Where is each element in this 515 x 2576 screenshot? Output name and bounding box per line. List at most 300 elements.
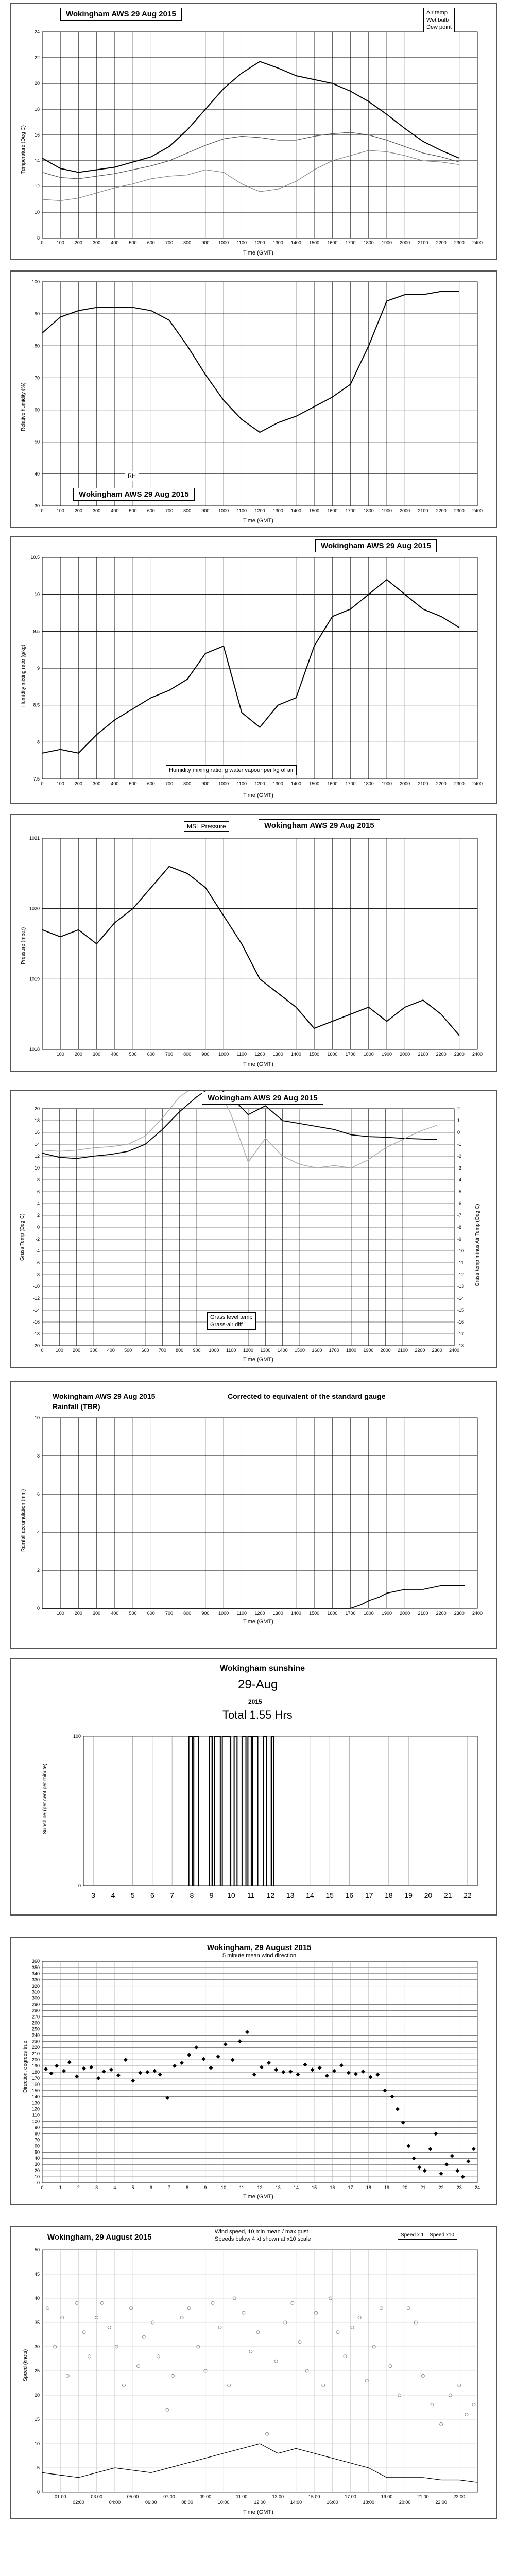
series-wet-bulb-line <box>42 132 459 179</box>
wind-direction-point <box>347 2071 351 2075</box>
wind-direction-point <box>158 2073 162 2077</box>
x-tick-label: 400 <box>111 1611 119 1616</box>
y-tick-label: 160 <box>31 2081 40 2087</box>
y-tick-label: 12 <box>34 184 40 189</box>
wind-direction-point <box>354 2072 358 2076</box>
legend-grass-air-diff: Grass-air diff <box>210 1321 243 1328</box>
y-tick-label: 10 <box>34 1165 40 1171</box>
wind-direction-point <box>332 2069 336 2073</box>
x-tick-label: 2300 <box>454 508 465 513</box>
x-tick-label: 08:00 <box>181 2500 193 2505</box>
x-tick-label: 1900 <box>381 240 392 245</box>
x-tick-label: 17 <box>348 2185 353 2190</box>
x-tick-label: 24 <box>474 2185 480 2190</box>
x-tick-label: 800 <box>183 1052 192 1057</box>
wind-direction-point <box>44 2067 48 2071</box>
x-tick-label: 400 <box>111 508 119 513</box>
x-tick-label: 400 <box>111 781 119 786</box>
speed-x10-point <box>180 2316 183 2319</box>
x-tick-label: 1300 <box>272 1611 283 1616</box>
rainfall-chart-title: Wokingham AWS 29 Aug 2015 <box>53 1392 156 1400</box>
y-tick-label: 0 <box>37 2489 40 2495</box>
x-tick-label: 05:00 <box>127 2494 139 2499</box>
x-tick-label: 300 <box>93 508 101 513</box>
x-tick-label: 200 <box>73 1348 81 1353</box>
y-tick-label: 50 <box>34 2149 40 2155</box>
x-tick-label: 1600 <box>312 1348 322 1353</box>
wind-direction-point <box>180 2061 184 2065</box>
x-tick-label: 1700 <box>345 1052 356 1057</box>
y-tick-label: 120 <box>31 2106 40 2112</box>
x-tick-label: 13:00 <box>272 2494 284 2499</box>
rainfall-subtitle: Rainfall (TBR) <box>53 1402 100 1411</box>
x-tick-label: 18:00 <box>363 2500 375 2505</box>
sunshine-y-label: Sunshine (per cent per minute) <box>42 1763 48 1834</box>
series-mixing-ratio-line <box>42 580 459 753</box>
legend-speed-x1: Speed x 1 <box>401 2232 424 2238</box>
x-tick-label: 1800 <box>363 508 374 513</box>
rh-y-label: Relative humidity (%) <box>21 382 26 431</box>
x-tick-label: 7 <box>170 1891 175 1900</box>
wind-direction-point <box>311 2067 315 2072</box>
series-dew-point-line <box>42 150 459 201</box>
y-tick-label: 140 <box>31 2094 40 2099</box>
x-tick-label: 0 <box>41 508 44 513</box>
x-tick-label: 2000 <box>400 1052 410 1057</box>
plot-area <box>83 1736 477 1886</box>
speed-x10-point <box>122 2384 125 2387</box>
wind-direction-point <box>55 2064 59 2068</box>
speed-x10-point <box>365 2379 368 2382</box>
x-tick-label: 23 <box>456 2185 462 2190</box>
y-tick-label: 0 <box>37 2180 40 2185</box>
x-tick-label: 2200 <box>436 1052 447 1057</box>
y2-tick-label: -2 <box>457 1154 462 1159</box>
x-tick-label: 2400 <box>472 240 483 245</box>
x-tick-label: 1900 <box>381 508 392 513</box>
wind-direction-point <box>152 2069 157 2073</box>
x-tick-label: 1500 <box>309 508 320 513</box>
x-tick-label: 1300 <box>260 1348 271 1353</box>
sunshine-interval <box>210 1736 213 1886</box>
wind-direction-point <box>274 2067 278 2072</box>
legend-msl-pressure: MSL Pressure <box>187 823 226 830</box>
y-tick-label: 40 <box>34 471 40 477</box>
x-tick-label: 600 <box>147 1052 155 1057</box>
grass-x-label: Time (GMT) <box>243 1357 273 1363</box>
y-tick-label: 190 <box>31 2063 40 2069</box>
y-tick-label: 14 <box>34 158 40 163</box>
wind-direction-point <box>109 2067 113 2072</box>
x-tick-label: 1000 <box>218 508 229 513</box>
speed-x10-point <box>407 2307 410 2310</box>
x-tick-label: 20 <box>424 1891 433 1900</box>
wind-direction-point <box>252 2073 256 2077</box>
y-tick-label: 10 <box>34 2174 40 2180</box>
y-tick-label: 30 <box>34 503 40 509</box>
grass-chart-title: Wokingham AWS 29 Aug 2015 <box>202 1092 323 1105</box>
x-tick-label: 600 <box>147 508 155 513</box>
x-tick-label: 0 <box>41 781 44 786</box>
mixing-ratio-x-label: Time (GMT) <box>243 792 273 799</box>
x-tick-label: 200 <box>74 781 82 786</box>
x-tick-label: 12 <box>257 2185 263 2190</box>
x-tick-label: 2200 <box>415 1348 425 1353</box>
temperature-chart-title: Wokingham AWS 29 Aug 2015 <box>60 8 182 21</box>
x-tick-label: 04:00 <box>109 2500 121 2505</box>
y-tick-label: 6 <box>37 1189 40 1194</box>
x-tick-label: 8 <box>186 2185 189 2190</box>
mixing-ratio-y-label: Humidity mixing ratio (g/kg) <box>21 644 26 707</box>
x-tick-label: 2100 <box>418 508 428 513</box>
y-tick-label: 60 <box>34 407 40 413</box>
y2-tick-label: -4 <box>457 1177 462 1182</box>
x-tick-label: 4 <box>111 1891 115 1900</box>
temperature-x-label: Time (GMT) <box>243 250 273 256</box>
rh-x-label: Time (GMT) <box>243 518 273 524</box>
x-tick-label: 2100 <box>418 240 428 245</box>
wind-direction-point <box>439 2172 443 2176</box>
x-tick-label: 2200 <box>436 1611 447 1616</box>
x-tick-label: 700 <box>165 1052 173 1057</box>
x-tick-label: 1000 <box>209 1348 219 1353</box>
speed-x10-point <box>142 2335 145 2338</box>
x-tick-label: 2100 <box>418 781 428 786</box>
wind-direction-point <box>238 2039 242 2043</box>
x-tick-label: 12:00 <box>254 2500 266 2505</box>
y-tick-label: 360 <box>31 1959 40 1964</box>
x-tick-label: 800 <box>183 508 192 513</box>
y2-tick-label: -12 <box>457 1272 465 1277</box>
x-tick-label: 200 <box>74 508 82 513</box>
pressure-chart-panel <box>10 814 497 1072</box>
legend-speed-x10: Speed x10 <box>430 2232 454 2238</box>
y-tick-label: 300 <box>31 1995 40 2001</box>
legend-mixing-ratio: Humidity mixing ratio, g water vapour per kg of air <box>169 767 294 773</box>
wind-speed-chart <box>11 2227 496 2518</box>
wind-direction-point <box>375 2073 380 2077</box>
x-tick-label: 10:00 <box>217 2500 230 2505</box>
y-tick-label: 100 <box>73 1734 81 1739</box>
wind-speed-chart-panel <box>10 2226 497 2519</box>
wind-speed-subtitle: Wind speed, 10 min mean / max gust <box>215 2229 308 2235</box>
x-tick-label: 1200 <box>254 1052 265 1057</box>
y-tick-label: 170 <box>31 2075 40 2081</box>
x-tick-label: 700 <box>158 1348 166 1353</box>
y-tick-label: 130 <box>31 2100 40 2106</box>
wind-direction-point <box>82 2066 86 2071</box>
y-tick-label: 14 <box>34 1142 40 1147</box>
y-tick-label: 30 <box>34 2162 40 2167</box>
x-tick-label: 15 <box>312 2185 317 2190</box>
x-tick-label: 2200 <box>436 508 447 513</box>
y2-tick-label: 2 <box>457 1106 460 1111</box>
x-tick-label: 1200 <box>254 781 265 786</box>
y2-tick-label: -1 <box>457 1142 462 1147</box>
wind-direction-point <box>267 2061 271 2065</box>
x-tick-label: 6 <box>149 2185 152 2190</box>
x-tick-label: 1100 <box>236 508 247 513</box>
y-tick-label: 5 <box>37 2465 40 2470</box>
wind-direction-point <box>124 2058 128 2062</box>
wind-direction-point <box>423 2168 427 2173</box>
temperature-legend <box>423 8 455 32</box>
x-tick-label: 1500 <box>309 1611 320 1616</box>
x-tick-label: 10 <box>221 2185 227 2190</box>
series-air-temp-line <box>42 62 459 173</box>
speed-x10-point <box>256 2331 260 2334</box>
rainfall-chart <box>11 1382 496 1648</box>
wind-direction-point <box>116 2073 121 2077</box>
y-tick-label: 10.5 <box>30 555 40 560</box>
speed-x10-point <box>266 2432 269 2435</box>
x-tick-label: 22:00 <box>435 2500 447 2505</box>
wind-direction-point <box>472 2147 476 2151</box>
speed-x10-point <box>61 2316 64 2319</box>
rh-chart-title: Wokingham AWS 29 Aug 2015 <box>73 488 195 501</box>
y-tick-label: 15 <box>34 2417 40 2422</box>
wind-direction-point <box>434 2131 438 2136</box>
x-tick-label: 1800 <box>363 1611 374 1616</box>
y-tick-label: 16 <box>34 1130 40 1135</box>
wind-direction-point <box>401 2121 405 2125</box>
wind-direction-point <box>450 2154 454 2158</box>
speed-x10-point <box>75 2301 78 2304</box>
y-tick-label: 260 <box>31 2020 40 2026</box>
speed-x10-point <box>274 2360 278 2363</box>
y-tick-label: 16 <box>34 132 40 138</box>
wind-direction-point <box>412 2156 416 2160</box>
y-tick-label: 9.5 <box>33 629 40 634</box>
x-tick-label: 1100 <box>236 1611 247 1616</box>
x-tick-label: 800 <box>183 1611 192 1616</box>
wind-direction-point <box>187 2053 191 2057</box>
wind-direction-chart-panel <box>10 1937 497 2205</box>
speed-x10-point <box>322 2384 325 2387</box>
wind-speed-y-label: Speed (knots) <box>23 2349 28 2381</box>
sunshine-interval <box>214 1736 220 1886</box>
x-tick-label: 1300 <box>272 1052 283 1057</box>
pressure-chart-title: Wokingham AWS 29 Aug 2015 <box>259 819 380 832</box>
sunshine-interval <box>242 1736 246 1886</box>
sunshine-chart-panel <box>10 1658 497 1916</box>
x-tick-label: 100 <box>56 1052 64 1057</box>
grass-y-label: Grass Temp (Deg C) <box>20 1213 25 1261</box>
x-tick-label: 0 <box>41 2185 44 2190</box>
x-tick-label: 500 <box>124 1348 132 1353</box>
x-tick-label: 2200 <box>436 781 447 786</box>
x-tick-label: 1800 <box>363 240 374 245</box>
x-tick-label: 5 <box>130 1891 135 1900</box>
wind-direction-point <box>296 2073 300 2077</box>
wind-direction-point <box>145 2070 149 2074</box>
y-tick-label: -20 <box>32 1343 40 1348</box>
x-tick-label: 800 <box>183 240 192 245</box>
x-tick-label: 2 <box>77 2185 80 2190</box>
wind-direction-point <box>49 2071 54 2075</box>
y-tick-label: 20 <box>34 1106 40 1111</box>
y-tick-label: 8.5 <box>33 702 40 708</box>
x-tick-label: 21 <box>443 1891 452 1900</box>
x-tick-label: 18 <box>385 1891 393 1900</box>
temperature-chart <box>11 4 496 259</box>
wind-direction-point <box>281 2070 285 2074</box>
x-tick-label: 19 <box>384 2185 389 2190</box>
y-tick-label: 50 <box>34 439 40 445</box>
x-tick-label: 1 <box>59 2185 62 2190</box>
sunshine-interval <box>248 1736 252 1886</box>
x-tick-label: 800 <box>176 1348 184 1353</box>
y-tick-label: 6 <box>37 1492 40 1497</box>
y-tick-label: 9 <box>37 666 40 671</box>
x-tick-label: 200 <box>74 1611 82 1616</box>
speed-x10-point <box>171 2374 175 2377</box>
x-tick-label: 13 <box>275 2185 281 2190</box>
x-tick-label: 4 <box>113 2185 116 2190</box>
wind-direction-point <box>455 2168 459 2173</box>
x-tick-label: 500 <box>129 1611 137 1616</box>
x-tick-label: 2400 <box>472 508 483 513</box>
x-tick-label: 100 <box>55 1348 63 1353</box>
x-tick-label: 1200 <box>254 508 265 513</box>
x-tick-label: 1100 <box>236 240 247 245</box>
x-tick-label: 7 <box>167 2185 170 2190</box>
x-tick-label: 2300 <box>454 1611 465 1616</box>
x-tick-label: 1000 <box>218 1052 229 1057</box>
x-tick-label: 800 <box>183 781 192 786</box>
x-tick-label: 600 <box>147 240 155 245</box>
x-tick-label: 1700 <box>345 781 356 786</box>
y-tick-label: 25 <box>34 2368 40 2374</box>
series-msl-pressure-line <box>42 867 459 1036</box>
x-tick-label: 2000 <box>400 1611 410 1616</box>
x-tick-label: 10 <box>227 1891 235 1900</box>
y-tick-label: 210 <box>31 2051 40 2057</box>
sunshine-chart <box>11 1659 496 1914</box>
x-tick-label: 23:00 <box>453 2494 466 2499</box>
y2-tick-label: -5 <box>457 1189 462 1194</box>
x-tick-label: 1700 <box>345 508 356 513</box>
rainfall-y-label: Rainfall accumulation (mm) <box>21 1489 26 1552</box>
x-tick-label: 1200 <box>254 240 265 245</box>
y2-tick-label: -10 <box>457 1248 465 1253</box>
wind-direction-point <box>209 2066 213 2070</box>
wind-direction-point <box>390 2095 394 2099</box>
x-tick-label: 1300 <box>272 240 283 245</box>
mixing-ratio-chart-title: Wokingham AWS 29 Aug 2015 <box>315 539 437 552</box>
y-tick-label: -4 <box>35 1248 40 1253</box>
speed-x10-point <box>66 2374 69 2377</box>
x-tick-label: 16:00 <box>327 2500 338 2505</box>
wind-speed-chart-title: Wokingham, 29 August 2015 <box>47 2233 152 2242</box>
wind-direction-point <box>361 2070 365 2074</box>
x-tick-label: 1500 <box>294 1348 305 1353</box>
x-tick-label: 20:00 <box>399 2500 411 2505</box>
x-tick-label: 900 <box>193 1348 201 1353</box>
x-tick-label: 2400 <box>449 1348 460 1353</box>
wind-direction-point <box>417 2165 421 2170</box>
y-tick-label: 10 <box>34 2441 40 2446</box>
series-rainfall-line <box>42 1586 465 1608</box>
x-tick-label: 1600 <box>327 1611 338 1616</box>
speed-x10-point <box>211 2301 214 2304</box>
y-tick-label: 20 <box>34 2168 40 2174</box>
x-tick-label: 16 <box>330 2185 335 2190</box>
x-tick-label: 0 <box>41 1348 44 1353</box>
x-tick-label: 1400 <box>290 781 301 786</box>
x-tick-label: 9 <box>209 1891 214 1900</box>
x-tick-label: 02:00 <box>73 2500 84 2505</box>
y-tick-label: 40 <box>34 2156 40 2161</box>
y2-tick-label: -8 <box>457 1225 462 1230</box>
mixing-ratio-legend <box>166 765 297 775</box>
y-tick-label: 310 <box>31 1989 40 1995</box>
y-tick-label: 280 <box>31 2008 40 2013</box>
x-tick-label: 3 <box>91 1891 96 1900</box>
x-tick-label: 1600 <box>327 781 338 786</box>
y-tick-label: 12 <box>34 1154 40 1159</box>
x-tick-label: 600 <box>147 1611 155 1616</box>
y-tick-label: 8 <box>37 1177 40 1182</box>
wind-direction-point <box>466 2159 470 2163</box>
x-tick-label: 300 <box>93 240 101 245</box>
x-tick-label: 01:00 <box>54 2494 66 2499</box>
wind-direction-point <box>67 2060 72 2064</box>
x-tick-label: 500 <box>129 781 137 786</box>
y-tick-label: 8 <box>37 235 40 241</box>
y-tick-label: 1019 <box>29 976 40 982</box>
speed-x10-point <box>46 2307 49 2310</box>
y-tick-label: -10 <box>32 1284 40 1289</box>
wind-direction-point <box>303 2063 307 2067</box>
y-tick-label: 70 <box>34 2137 40 2143</box>
y-tick-label: 0 <box>37 1225 40 1230</box>
legend-rh: RH <box>128 473 136 479</box>
wind-direction-point <box>461 2175 465 2179</box>
x-tick-label: 1600 <box>327 240 338 245</box>
x-tick-label: 400 <box>107 1348 115 1353</box>
grass-legend <box>207 1312 256 1330</box>
temperature-y-label: Temperature (Deg C) <box>21 125 26 174</box>
wind-direction-chart <box>11 1938 496 2204</box>
x-tick-label: 1900 <box>381 1052 392 1057</box>
y-tick-label: -12 <box>32 1296 40 1301</box>
x-tick-label: 2300 <box>454 1052 465 1057</box>
x-tick-label: 5 <box>131 2185 134 2190</box>
y-tick-label: 18 <box>34 1118 40 1123</box>
y-tick-label: 7.5 <box>33 776 40 782</box>
x-tick-label: 1700 <box>345 240 356 245</box>
x-tick-label: 1700 <box>345 1611 356 1616</box>
y-tick-label: 2 <box>37 1568 40 1573</box>
x-tick-label: 19:00 <box>381 2494 393 2499</box>
sunshine-year: 2015 <box>248 1698 262 1705</box>
y-tick-label: 200 <box>31 2057 40 2063</box>
wind-direction-point <box>444 2162 449 2166</box>
x-tick-label: 1500 <box>309 1052 320 1057</box>
speed-x10-point <box>431 2403 434 2406</box>
y2-tick-label: -6 <box>457 1201 462 1206</box>
speed-x10-point <box>130 2307 133 2310</box>
x-tick-label: 400 <box>111 1052 119 1057</box>
x-tick-label: 2200 <box>436 240 447 245</box>
speed-x10-point <box>351 2326 354 2329</box>
y-tick-label: -14 <box>32 1308 40 1313</box>
series-rh-line <box>42 292 459 433</box>
y-tick-label: 350 <box>31 1964 40 1970</box>
y2-tick-label: 1 <box>457 1118 460 1123</box>
sunshine-interval <box>194 1736 199 1886</box>
